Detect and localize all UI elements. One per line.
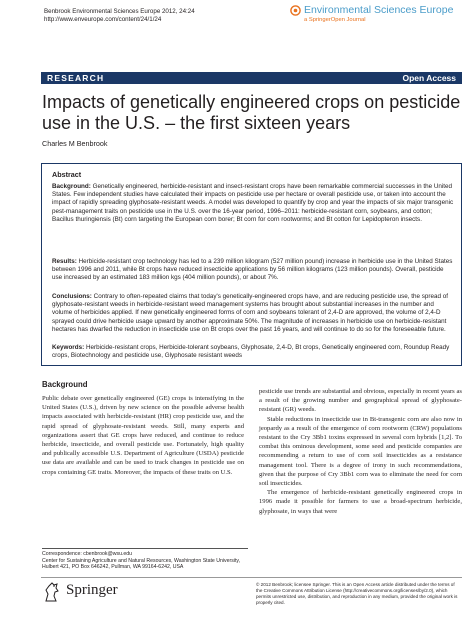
article-author: Charles M Benbrook xyxy=(42,139,108,148)
background-text: Genetically engineered, herbicide-resistant and insect-resistant crops have been remarkable commercial successes in the United States. Few independent studies have calculated their impacts on pesticide use per hectare or overall pesticide use, or taken into account the impact of rapidly spreading glyphosate-resistant weeds. A model was developed to quantify by crop and year the impacts of six major transgenic pest-management traits on pesticide use in the U.S. over the 16-year period, 1996–2011: herbicide-resistant corn, soybeans, and cotton; Bacillus thuringiensis (Bt) corn targeting the European corn borer; Bt corn for corn rootworms; and Bt cotton for Lepidopteron insects. xyxy=(52,183,454,223)
springer-horse-icon xyxy=(42,580,62,604)
body-right-column xyxy=(259,387,462,516)
abstract-box xyxy=(41,163,462,366)
journal-logo-icon xyxy=(290,5,301,16)
abstract-keywords xyxy=(52,344,454,360)
journal-subtitle: a SpringerOpen Journal xyxy=(304,17,366,23)
abstract-conclusions xyxy=(52,293,454,334)
keywords-text: Herbicide-resistant crops, Herbicide-tolerant soybeans, Glyphosate, 2,4-D, Bt crops, Genetically engineered corn, Roundup Ready crops, Biotechnology and pesticide use, Glyphosate resistant weeds xyxy=(52,344,450,360)
journal-name: Environmental Sciences Europe xyxy=(304,4,454,16)
article-type-bar xyxy=(41,72,462,84)
article-url[interactable]: http://www.enveurope.com/content/24/1/24 xyxy=(44,16,162,23)
conclusions-label: Conclusions: xyxy=(52,293,92,300)
correspondence-email[interactable]: Correspondence: cbenbrook@wsu.edu xyxy=(42,551,133,557)
body-left-column: Public debate over genetically engineered (GE) crops is intensifying in the United States (U.S.), driven by new science on the possible adverse health impacts associated with herbicide-resistant (HR) crop pesticide use, and the rapid spread of glyphosate-resistant weeds. Still, many experts and organizations assert that GE crops have reduced, and continue to reduce herbicide, insecticide, and overall pesticide use. Fortunately, high quality and publically accessible U.S. Department of Agriculture (USDA) pesticide use data are available and can be used to track changes in pesticide use on crops containing GE traits. Moreover, the impacts of these traits on U.S. xyxy=(42,395,244,476)
journal-brand[interactable] xyxy=(290,4,462,30)
abstract-background xyxy=(52,183,454,224)
publisher-logo[interactable] xyxy=(42,580,152,606)
publisher-name: Springer xyxy=(66,582,118,598)
background-label: Background: xyxy=(52,183,91,190)
article-title: Impacts of genetically engineered crops on pesticide use in the U.S. – the first sixteen years xyxy=(42,92,461,133)
body-paragraph: pesticide use trends are substantial and obvious, especially in recent years as a result of the growing number and geographical spread of glyphosate-resistant (GR) weeds. xyxy=(259,388,462,414)
abstract-heading: Abstract xyxy=(52,170,82,179)
correspondence-address: Center for Sustaining Agriculture and Natural Resources, Washington State University, Hulbert 421, PO Box 646242, Pullman, WA 99164-6242, USA xyxy=(42,557,241,571)
section-heading-background: Background xyxy=(42,380,88,389)
correspondence-note xyxy=(42,548,248,571)
body-paragraph: Stable reductions in insecticide use in Bt-transgenic corn are also now in jeopardy as a result of the emergence of corn rootworm (CRW) populations resistant to the Cry 3Bb1 toxins expressed in several corn hybrids [1,2]. To combat this ominous development, some seed and pesticide companies are recommending a return to use of corn soil insecticides as a resistance management tool. There is a degree of irony in such recommendations, given that the purpose of Cry 3Bb1 corn was to eliminate the need for corn soil insecticides. xyxy=(259,415,462,488)
footer-divider xyxy=(41,577,462,578)
open-access-label: Open Access xyxy=(402,73,456,83)
results-text: Herbicide-resistant crop technology has led to a 239 million kilogram (527 million pound) increase in herbicide use in the United States between 1996 and 2011, while Bt crops have reduced insecticide applications by 56 million kilograms (123 million pounds). Overall, pesticide use increased by an estimated 183 million kgs (404 million pounds), or about 7%. xyxy=(52,258,453,282)
journal-line: Benbrook Environmental Sciences Europe 2012, 24:24 xyxy=(44,8,195,15)
keywords-label: Keywords: xyxy=(52,344,85,351)
abstract-results xyxy=(52,258,454,283)
results-label: Results: xyxy=(52,258,77,265)
article-type-label: RESEARCH xyxy=(47,73,105,83)
conclusions-text: Contrary to often-repeated claims that today's genetically-engineered crops have, and are reducing pesticide use, the spread of glyphosate-resistant weeds in herbicide-resistant weed management systems has brought about substantial increases in the number and volume of herbicides applied. If new genetically engineered forms of corn and soybeans tolerant of 2,4-D are approved, the volume of 2,4-D sprayed could drive herbicide usage upward by another approximate 50%. The magnitude of increases in herbicide use on herbicide-resistant hectares has dwarfed the reduction in insecticide use on Bt crops over the past 16 years, and will continue to do so for the foreseeable future. xyxy=(52,293,449,333)
license-text: © 2012 Benbrook; licensee Springer. This is an Open Access article distributed under the terms of the Creative Commons Attribution License (http://creativecommons.org/licenses/by/2.0), which permits unrestricted use, distribution, and reproduction in any medium, provided the original work is properly cited. xyxy=(256,582,458,605)
journal-citation xyxy=(44,8,284,24)
body-paragraph: The emergence of herbicide-resistant genetically engineered crops in 1996 made it possible for farmers to use a broad-spectrum herbicide, glyphosate, in ways that were xyxy=(259,489,462,515)
